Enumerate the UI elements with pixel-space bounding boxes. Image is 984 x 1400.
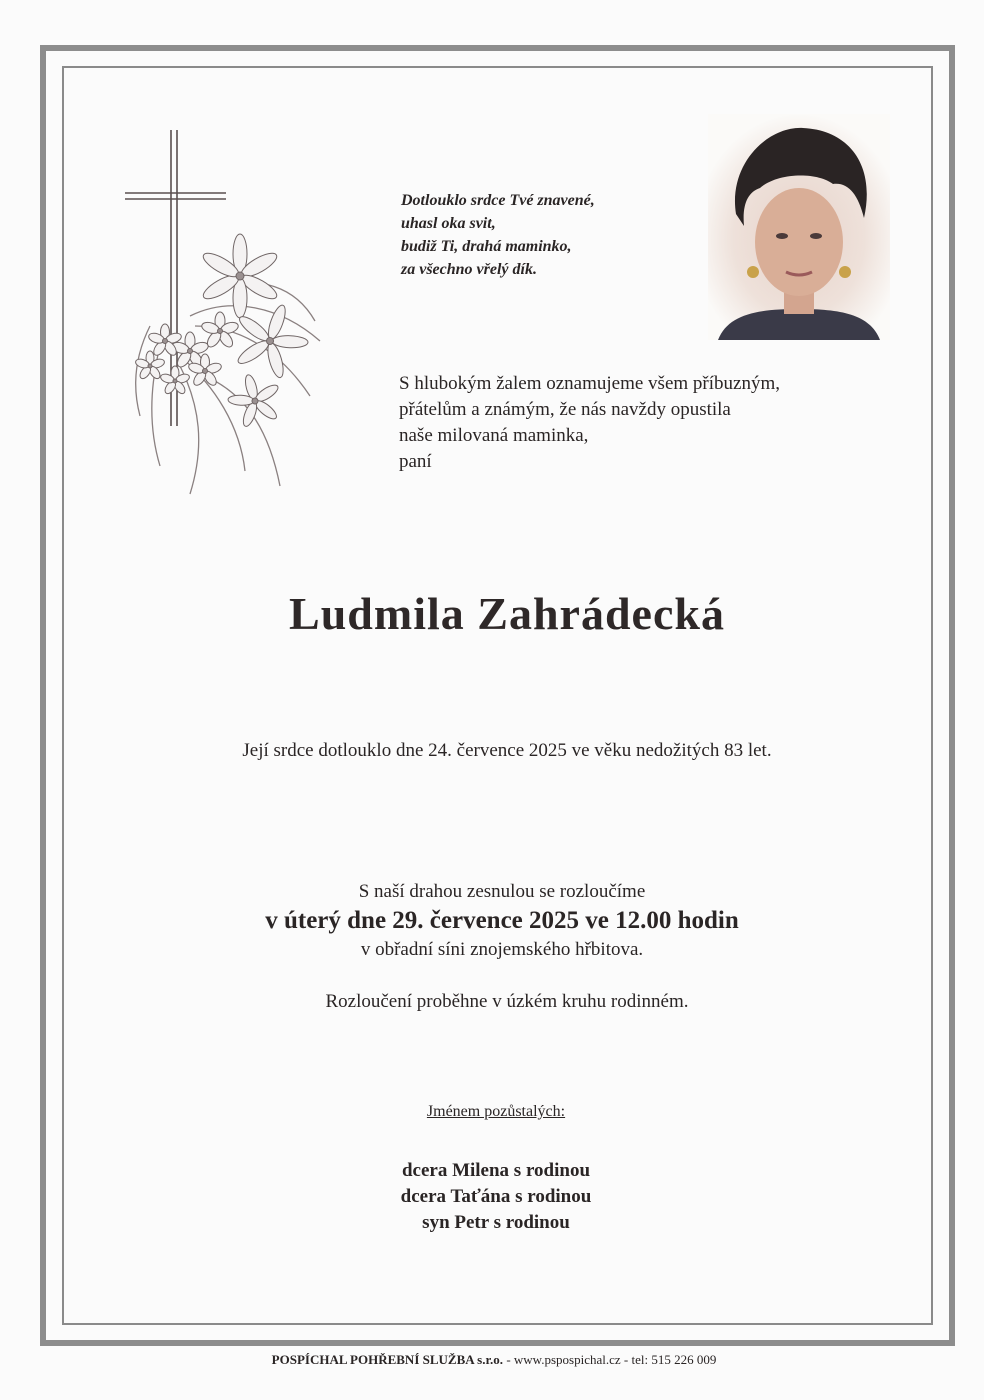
announcement-intro: [399, 371, 780, 475]
survivors-list: [0, 1158, 984, 1236]
cross-with-lilies-icon: [120, 126, 330, 498]
farewell-line-1: S naší drahou zesnulou se rozloučíme: [358, 881, 646, 902]
footer: [0, 1352, 984, 1368]
poem-line: budiž Ti, drahá maminko,: [401, 238, 572, 255]
portrait-figure: [708, 114, 890, 340]
farewell-date-time: v úterý dne 29. července 2025 ve 12.00 hodin: [265, 907, 739, 934]
farewell-ceremony: [0, 878, 984, 964]
farewell-location: v obřadní síni znojemského hřbitova.: [360, 939, 644, 960]
death-date-line: Její srdce dotlouklo dne 24. července 2025 ve věku nedožitých 83 let.: [242, 740, 772, 761]
footer-company: POSPÍCHAL POHŘEBNÍ SLUŽBA s.r.o.: [271, 1352, 504, 1367]
survivor-item: syn Petr s rodinou: [422, 1212, 570, 1233]
deceased-name: Ludmila Zahrádecká: [289, 588, 725, 639]
survivor-item: dcera Taťána s rodinou: [400, 1186, 592, 1207]
footer-contact: - www.pspospichal.cz - tel: 515 226 009: [503, 1352, 717, 1367]
portrait-photo: [708, 114, 890, 340]
private-note: Rozloučení proběhne v úzkém kruhu rodinném.: [325, 991, 689, 1012]
intro-line: přátelům a známým, že nás navždy opustila: [399, 399, 731, 420]
poem-line: uhasl oka svit,: [401, 215, 496, 232]
intro-line: paní: [399, 451, 432, 472]
intro-line: naše milovaná maminka,: [399, 425, 589, 446]
poem: [401, 189, 595, 281]
survivor-item: dcera Milena s rodinou: [401, 1160, 591, 1181]
intro-line: S hlubokým žalem oznamujeme všem příbuzným,: [399, 373, 780, 394]
poem-line: Dotlouklo srdce Tvé znavené,: [401, 192, 595, 209]
poem-line: za všechno vřelý dík.: [401, 261, 537, 278]
survivors-heading: Jménem pozůstalých:: [426, 1103, 566, 1120]
